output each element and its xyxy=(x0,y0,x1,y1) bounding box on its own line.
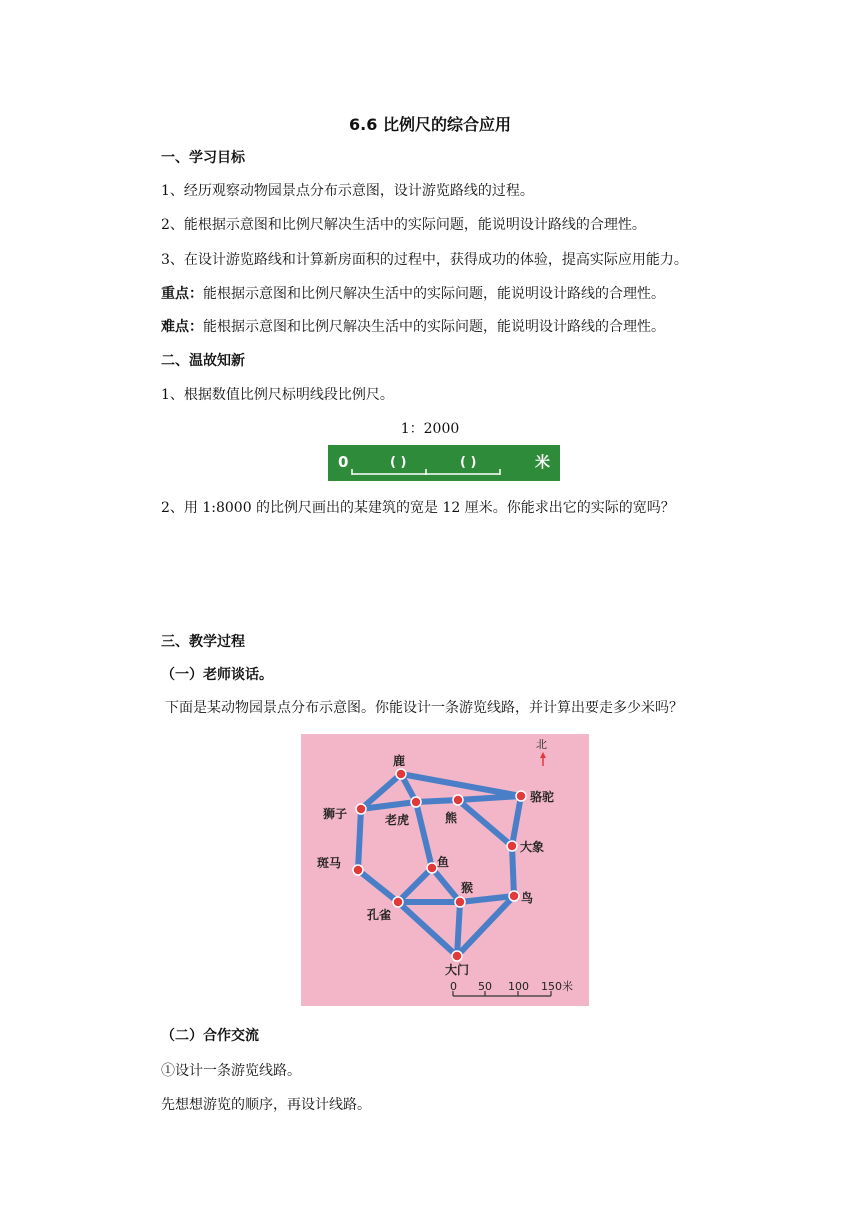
node-camel xyxy=(516,791,526,801)
node-bird xyxy=(509,891,519,901)
key-point-text: 能根据示意图和比例尺解决生活中的实际问题，能说明设计路线的合理性。 xyxy=(203,286,665,302)
label-elephant: 大象 xyxy=(520,840,545,854)
scale-zero-label: 0 xyxy=(338,453,349,471)
node-lion xyxy=(356,804,366,814)
intro-question: 下面是某动物园景点分布示意图。你能设计一条游览线路，并计算出要走多少米吗？ xyxy=(165,700,683,716)
label-deer: 鹿 xyxy=(393,754,406,768)
label-bear: 熊 xyxy=(445,811,458,825)
map-scale-label-150: 150米 xyxy=(541,980,573,993)
map-scale-label-0: 0 xyxy=(450,980,457,993)
section-heading-review: 二、温故知新 xyxy=(161,353,245,369)
label-fish: 鱼 xyxy=(437,855,450,869)
node-fish xyxy=(427,863,437,873)
objective-1: 1、经历观察动物园景点分布示意图，设计游览路线的过程。 xyxy=(161,183,534,199)
scale-figure-background xyxy=(328,445,560,481)
subheading-cooperation: （二）合作交流 xyxy=(161,1028,259,1044)
objective-2: 2、能根据示意图和比例尺解决生活中的实际问题，能说明设计路线的合理性。 xyxy=(161,217,646,233)
north-label: 北 xyxy=(536,738,547,751)
node-zebra xyxy=(353,865,363,875)
difficult-point xyxy=(161,316,665,336)
zoo-map xyxy=(301,734,589,1006)
path-bear-camel xyxy=(458,796,521,800)
path-tiger-bear xyxy=(416,800,458,802)
label-lion: 狮子 xyxy=(323,807,348,821)
objective-3: 3、在设计游览路线和计算新房面积的过程中，获得成功的体验，提高实际应用能力。 xyxy=(161,252,688,268)
node-elephant xyxy=(507,841,517,851)
node-peacock xyxy=(393,897,403,907)
node-deer xyxy=(396,769,406,779)
difficult-point-text: 能根据示意图和比例尺解决生活中的实际问题，能说明设计路线的合理性。 xyxy=(203,319,665,335)
page-title: 6.6 比例尺的综合应用 xyxy=(349,115,511,134)
review-question-1: 1、根据数值比例尺标明线段比例尺。 xyxy=(161,387,394,403)
line-scale-figure xyxy=(328,445,560,481)
ratio-text: 1：2000 xyxy=(400,421,460,437)
section-heading-objectives: 一、学习目标 xyxy=(161,150,245,166)
key-point xyxy=(161,283,665,303)
section-heading-process: 三、教学过程 xyxy=(161,634,245,650)
scale-unit-label: 米 xyxy=(535,453,551,471)
node-bear xyxy=(453,795,463,805)
label-tiger: 老虎 xyxy=(385,813,410,827)
node-tiger xyxy=(411,797,421,807)
scale-blank-1: ( ) xyxy=(390,455,407,470)
path-monkey-gate xyxy=(457,902,460,956)
step-1: ①设计一条游览线路。 xyxy=(161,1063,301,1079)
map-scale-label-100: 100 xyxy=(508,980,529,993)
label-gate: 大门 xyxy=(445,963,470,977)
label-bird: 鸟 xyxy=(521,891,534,905)
label-peacock: 孔雀 xyxy=(367,908,392,922)
path-elephant-bird xyxy=(512,846,514,896)
path-lion-zebra xyxy=(358,809,361,870)
subheading-teacher-talk: （一）老师谈话。 xyxy=(161,667,273,683)
map-scale-label-50: 50 xyxy=(478,980,492,993)
node-gate xyxy=(452,951,462,961)
step-2: 先想想游览的顺序，再设计线路。 xyxy=(161,1097,371,1113)
review-question-2: 2、用 1:8000 的比例尺画出的某建筑的宽是 12 厘米。你能求出它的实际的宽吗？ xyxy=(161,500,675,516)
label-monkey: 猴 xyxy=(461,881,474,895)
key-point-label: 重点： xyxy=(161,286,203,302)
difficult-point-label: 难点： xyxy=(161,319,203,335)
label-zebra: 斑马 xyxy=(317,856,342,870)
label-camel: 骆驼 xyxy=(530,790,555,804)
node-monkey xyxy=(455,897,465,907)
scale-blank-2: ( ) xyxy=(460,455,477,470)
